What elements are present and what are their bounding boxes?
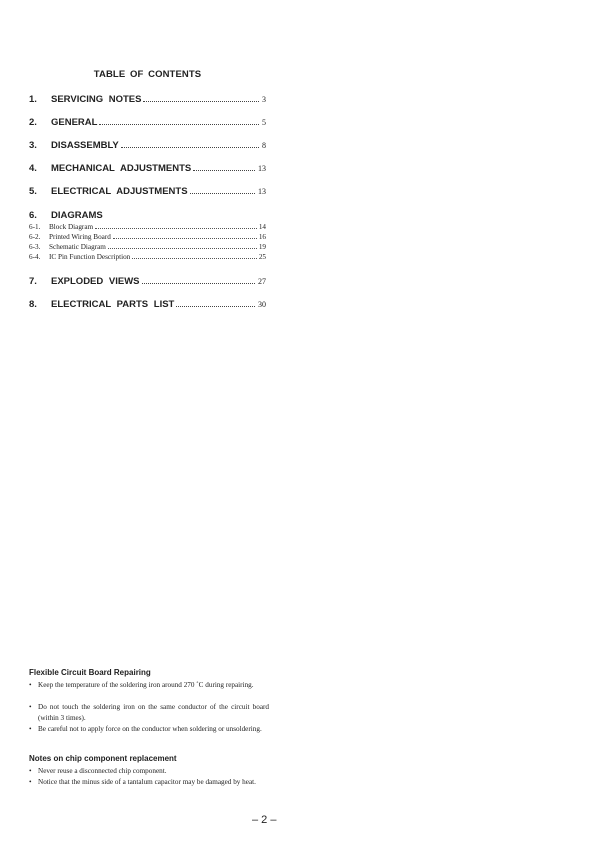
toc-subentry-number: 6-1.	[29, 223, 41, 231]
dot-leader	[142, 283, 255, 284]
dot-leader	[132, 258, 257, 259]
bullet-icon: •	[29, 778, 32, 786]
toc-title: TABLE OF CONTENTS	[93, 69, 202, 80]
page-number: – 2 –	[252, 814, 277, 826]
toc-subentry-page: 14	[258, 223, 266, 231]
bullet-icon: •	[29, 703, 32, 711]
toc-subentry-block-diagram[interactable]	[29, 223, 266, 231]
toc-entry-label: SERVICING NOTES	[51, 94, 142, 105]
toc-subentry-number: 6-3.	[29, 243, 41, 251]
dot-leader	[108, 248, 257, 249]
toc-entry-label: EXPLODED VIEWS	[51, 276, 140, 287]
toc-subentry-number: 6-2.	[29, 233, 41, 241]
toc-entry-page: 30	[258, 300, 266, 309]
toc-entry-number: 5.	[29, 186, 37, 197]
toc-subentry-page: 25	[258, 253, 266, 261]
note-text: Never reuse a disconnected chip component.	[38, 767, 167, 775]
toc-entry-electrical-adjustments[interactable]	[29, 186, 266, 197]
toc-entry-diagrams[interactable]	[29, 210, 266, 221]
note-text: Do not touch the soldering iron on the same conductor of the circuit board (within 3 times).	[38, 703, 269, 722]
note-text: Notice that the minus side of a tantalum capacitor may be damaged by heat.	[38, 778, 256, 786]
dot-leader	[99, 124, 259, 125]
toc-entry-page: 8	[262, 141, 266, 150]
toc-entry-label: ELECTRICAL ADJUSTMENTS	[51, 186, 188, 197]
toc-entry-page: 13	[258, 187, 266, 196]
toc-entry-number: 8.	[29, 299, 37, 310]
note-text: Be careful not to apply force on the conductor when soldering or unsoldering.	[38, 725, 262, 733]
note-item	[29, 766, 269, 777]
toc-subentry-label: IC Pin Function Description	[49, 253, 131, 261]
toc-subentry-label: Block Diagram	[49, 223, 94, 231]
chip-notes-title: Notes on chip component replacement	[29, 754, 177, 763]
bullet-icon: •	[29, 767, 32, 775]
note-item	[29, 777, 269, 788]
note-text: Keep the temperature of the soldering iron around 270 ˚C during repairing.	[38, 681, 254, 689]
toc-entry-label: ELECTRICAL PARTS LIST	[51, 299, 175, 310]
toc-entry-number: 4.	[29, 163, 37, 174]
toc-entry-label: DISASSEMBLY	[51, 140, 119, 151]
dot-leader	[193, 170, 255, 171]
toc-subentry-page: 16	[258, 233, 266, 241]
toc-entry-number: 1.	[29, 94, 37, 105]
toc-subentry-label: Printed Wiring Board	[49, 233, 111, 241]
note-item	[29, 724, 269, 735]
toc-entry-number: 7.	[29, 276, 37, 287]
dot-leader	[113, 238, 257, 239]
toc-entry-electrical-parts-list[interactable]	[29, 299, 266, 310]
toc-entry-servicing-notes[interactable]	[29, 94, 266, 105]
dot-leader	[121, 147, 259, 148]
dot-leader	[176, 306, 255, 307]
toc-subentry-printed-wiring-board[interactable]	[29, 233, 266, 241]
toc-entry-page: 5	[262, 118, 266, 127]
toc-entry-label: DIAGRAMS	[51, 210, 103, 221]
toc-subentry-number: 6-4.	[29, 253, 41, 261]
toc-subentry-label: Schematic Diagram	[49, 243, 106, 251]
bullet-icon: •	[29, 725, 32, 733]
note-item	[29, 680, 269, 691]
toc-entry-page: 27	[258, 277, 266, 286]
toc-subentry-schematic-diagram[interactable]	[29, 243, 266, 251]
flex-board-notes-title: Flexible Circuit Board Repairing	[29, 668, 151, 677]
note-item	[29, 702, 269, 723]
toc-entry-label: GENERAL	[51, 117, 98, 128]
toc-entry-general[interactable]	[29, 117, 266, 128]
dot-leader	[143, 101, 259, 102]
toc-entry-label: MECHANICAL ADJUSTMENTS	[51, 163, 192, 174]
dot-leader	[95, 228, 257, 229]
toc-entry-number: 6.	[29, 210, 37, 221]
toc-entry-number: 3.	[29, 140, 37, 151]
toc-entry-page: 3	[262, 95, 266, 104]
toc-entry-mechanical-adjustments[interactable]	[29, 163, 266, 174]
bullet-icon: •	[29, 681, 32, 689]
toc-entry-page: 13	[258, 164, 266, 173]
dot-leader	[190, 193, 255, 194]
toc-entry-disassembly[interactable]	[29, 140, 266, 151]
toc-subentry-page: 19	[258, 243, 266, 251]
toc-entry-number: 2.	[29, 117, 37, 128]
toc-subentry-ic-pin-function[interactable]	[29, 253, 266, 261]
toc-entry-exploded-views[interactable]	[29, 276, 266, 287]
